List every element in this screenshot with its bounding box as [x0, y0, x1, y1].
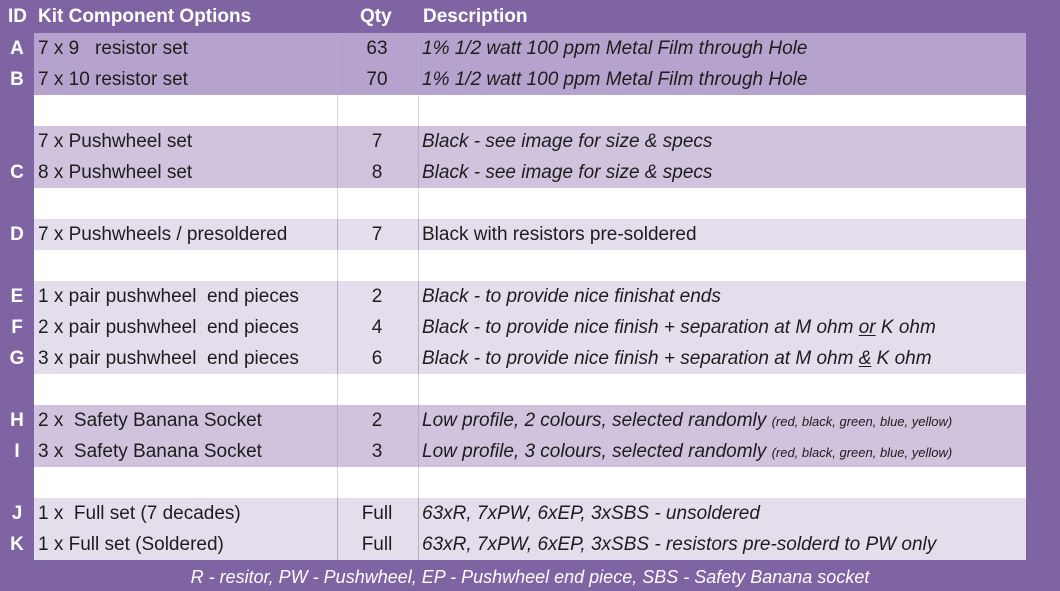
header-id: ID — [8, 6, 27, 27]
qty-cell: 70 — [366, 69, 388, 90]
table-row — [34, 498, 1026, 529]
table-header — [0, 0, 1060, 34]
row-id: E — [10, 286, 24, 307]
description-text: Black - to provide nice finish + separation at M ohm — [422, 348, 859, 369]
description-cell — [422, 405, 952, 436]
qty-cell: 7 — [371, 131, 383, 152]
row-id: B — [10, 69, 24, 90]
qty-cell: 7 — [371, 224, 383, 245]
table-row — [34, 157, 1026, 188]
qty-cell: 63 — [366, 38, 388, 59]
row-id: D — [10, 224, 24, 245]
description-text: K ohm — [875, 317, 936, 338]
component-cell: 7 x Pushwheel set — [38, 131, 193, 152]
table-row — [34, 529, 1026, 560]
header-description: Description — [423, 6, 528, 27]
description-emphasis: & — [858, 348, 872, 369]
spacer-row — [34, 250, 1026, 281]
row-id: G — [9, 348, 25, 369]
description-cell: 63xR, 7xPW, 6xEP, 3xSBS - unsoldered — [422, 503, 760, 524]
description-text: K ohm — [871, 348, 932, 369]
description-cell — [422, 436, 952, 467]
table-row — [34, 219, 1026, 250]
description-cell — [422, 343, 932, 374]
qty-cell: Full — [361, 534, 393, 555]
row-id: F — [11, 317, 23, 338]
component-cell: 1 x pair pushwheel end pieces — [38, 286, 299, 307]
table-row — [34, 64, 1026, 95]
qty-cell: 2 — [371, 410, 383, 431]
header-component: Kit Component Options — [38, 6, 252, 27]
description-cell: Black with resistors pre-soldered — [422, 224, 697, 245]
description-text: Black - to provide nice finish + separation at M ohm — [422, 317, 859, 338]
description-cell: Black - see image for size & specs — [422, 131, 713, 152]
header-qty: Qty — [360, 6, 392, 27]
component-cell: 3 x Safety Banana Socket — [38, 441, 262, 462]
qty-cell: 6 — [371, 348, 383, 369]
row-id: K — [10, 534, 24, 555]
row-id: I — [14, 441, 20, 462]
component-cell: 2 x pair pushwheel end pieces — [38, 317, 299, 338]
component-cell: 8 x Pushwheel set — [38, 162, 193, 183]
spacer-row — [34, 467, 1026, 498]
component-cell: 7 x 9 resistor set — [38, 38, 188, 59]
spacer-row — [34, 95, 1026, 126]
qty-cell: 4 — [371, 317, 383, 338]
description-cell: 1% 1/2 watt 100 ppm Metal Film through Hole — [422, 69, 808, 90]
row-id: J — [11, 503, 23, 524]
component-cell: 7 x Pushwheels / presoldered — [38, 224, 288, 245]
row-id: C — [10, 162, 24, 183]
component-cell: 1 x Full set (7 decades) — [38, 503, 241, 524]
description-text: Low profile, 2 colours, selected randomly — [422, 410, 772, 431]
qty-cell: Full — [361, 503, 393, 524]
component-cell: 2 x Safety Banana Socket — [38, 410, 262, 431]
table-row — [34, 312, 1026, 343]
table-row — [34, 281, 1026, 312]
description-cell: Black - see image for size & specs — [422, 162, 713, 183]
table-row — [34, 33, 1026, 64]
component-cell: 7 x 10 resistor set — [38, 69, 188, 90]
component-cell: 1 x Full set (Soldered) — [38, 534, 224, 555]
legend-footer: R - resitor, PW - Pushwheel, EP - Pushwheel end piece, SBS - Safety Banana socket — [190, 567, 870, 587]
table-row — [34, 405, 1026, 436]
table-row — [34, 126, 1026, 157]
description-cell: 1% 1/2 watt 100 ppm Metal Film through Hole — [422, 38, 808, 59]
colour-note: (red, black, green, blue, yellow) — [771, 414, 953, 429]
spacer-row — [34, 188, 1026, 219]
table-row — [34, 436, 1026, 467]
colour-note: (red, black, green, blue, yellow) — [771, 445, 953, 460]
description-cell — [422, 312, 936, 343]
qty-cell: 2 — [371, 286, 383, 307]
description-emphasis: or — [858, 317, 876, 338]
description-text: Low profile, 3 colours, selected randomly — [422, 441, 772, 462]
qty-cell: 8 — [371, 162, 383, 183]
row-id: H — [10, 410, 24, 431]
description-cell: Black - to provide nice finishat ends — [422, 286, 721, 307]
table-row — [34, 343, 1026, 374]
component-cell: 3 x pair pushwheel end pieces — [38, 348, 299, 369]
description-cell: 63xR, 7xPW, 6xEP, 3xSBS - resistors pre-solderd to PW only — [422, 534, 937, 555]
qty-cell: 3 — [371, 441, 383, 462]
spacer-row — [34, 374, 1026, 405]
row-id: A — [10, 38, 24, 59]
